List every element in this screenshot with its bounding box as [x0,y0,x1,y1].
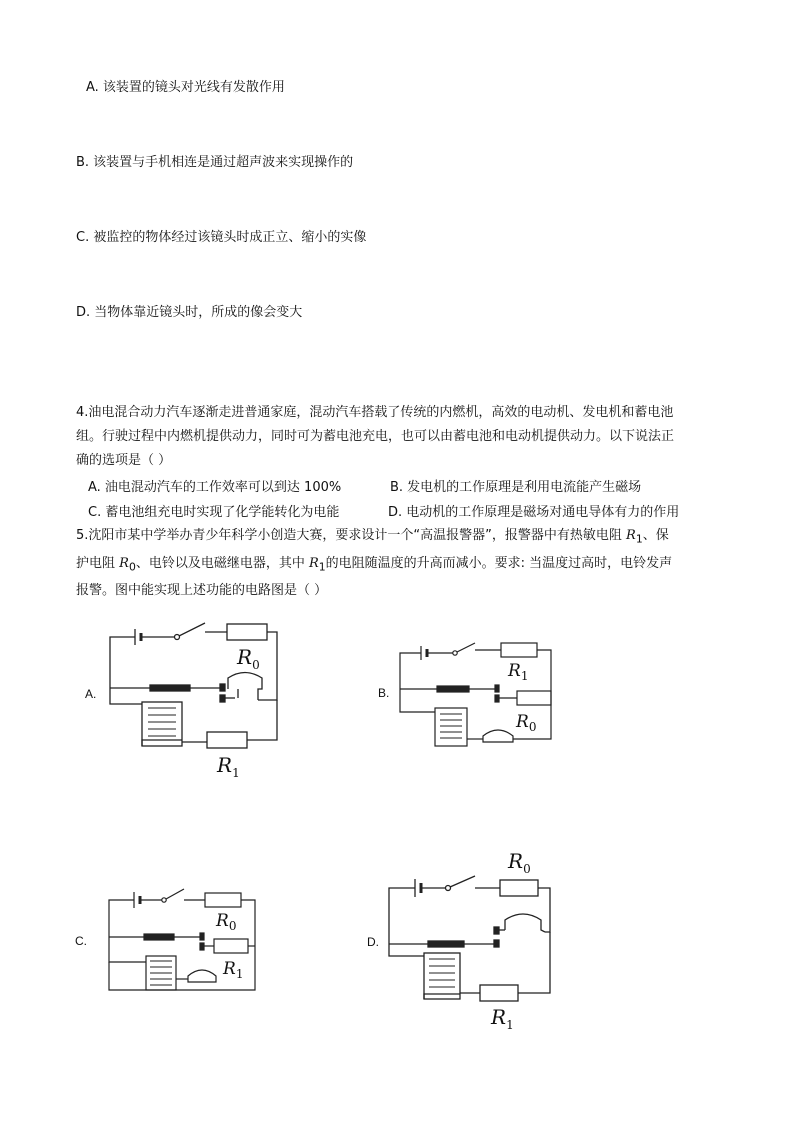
q5-stem-line-1: 5.沈阳市某中学举办青少年科学小创造大赛，要求设计一个“高温报警器”，报警器中有热敏电阻 $R_1$、保 [76,528,669,546]
q5-stem [76,524,722,603]
q4-stem-line-1: 4.油电混合动力汽车逐渐走进普通家庭，混动汽车搭载了传统的内燃机，高效的电动机、发电机和蓄电池 [76,405,674,420]
switch-icon [175,635,180,640]
contact-icon [495,685,499,692]
circuit-a-letter: A. [85,687,97,701]
q3-option-b: B. 该装置与手机相连是通过超声波来实现操作的 [76,155,354,170]
label-r0: $R_0$ [508,849,531,876]
label-r0: $R_0$ [216,911,237,933]
iron-armature-icon [437,686,469,692]
circuit-b-letter: B. [378,686,390,700]
circuit-diagram-c [72,882,272,1001]
q5-stem-line-3: 报警。图中能实现上述功能的电路图是（ ） [76,583,328,599]
electric-bell-icon [188,970,216,982]
circuit-diagram-a [80,612,310,791]
circuit-d-letter: D. [367,935,379,949]
resistor-r0-icon [227,624,267,640]
resistor-r0-icon [500,880,538,896]
iron-armature-icon [428,941,464,947]
switch-icon [446,886,451,891]
contact-icon [200,933,204,940]
circuit-diagram-d [360,848,565,1042]
label-r0: $R_0$ [516,712,537,734]
label-r1: $R_1$ [508,661,529,683]
iron-armature-icon [144,934,174,940]
resistor-r0-icon [517,691,551,705]
switch-icon [453,651,457,655]
label-r1: $R_1$ [223,959,244,981]
iron-armature-icon [150,685,190,691]
q3-option-c: C. 被监控的物体经过该镜头时成正立、缩小的实像 [76,230,367,245]
q4-option-d: D. 电动机的工作原理是磁场对通电导体有力的作用 [388,505,680,520]
resistor-r1-icon [501,643,537,657]
electric-bell-icon [228,673,262,701]
resistor-r0-icon [205,893,241,907]
q4-option-b: B. 发电机的工作原理是利用电流能产生磁场 [390,480,642,495]
switch-icon [162,898,166,902]
resistor-r1-icon [480,985,518,1001]
q4-option-a: A. 油电混动汽车的工作效率可以到达 100% [88,480,342,495]
label-r1: $R_1$ [491,1005,514,1032]
label-r0: $R_0$ [237,645,260,672]
q3-option-d: D. 当物体靠近镜头时，所成的像会变大 [76,305,303,320]
circuit-diagram-b [375,636,560,760]
contact-icon [220,684,225,691]
q5-stem-line-2: 护电阻 $R_0$、电铃以及电磁继电器，其中 $R_1$的电阻随温度的升高而减小。要求: 当温度过高时，电铃发声 [76,555,673,574]
electric-bell-icon [505,914,545,932]
contact-icon [494,927,499,934]
q4-stem-line-3: 确的选项是（ ） [76,453,172,468]
q3-option-a: A. 该装置的镜头对光线有发散作用 [86,80,285,95]
electromagnet-coil-icon [424,953,460,999]
q4-stem [76,401,722,473]
resistor-r1-icon [214,939,248,953]
label-r1: $R_1$ [217,753,240,780]
q4-stem-line-2: 组。行驶过程中内燃机提供动力，同时可为蓄电池充电，也可以由蓄电池和电动机提供动力。以下说法正 [76,429,675,444]
circuit-c-letter: C. [75,934,87,948]
q4-option-c: C. 蓄电池组充电时实现了化学能转化为电能 [88,505,340,520]
resistor-r1-icon [207,732,247,748]
electric-bell-icon [483,730,513,742]
